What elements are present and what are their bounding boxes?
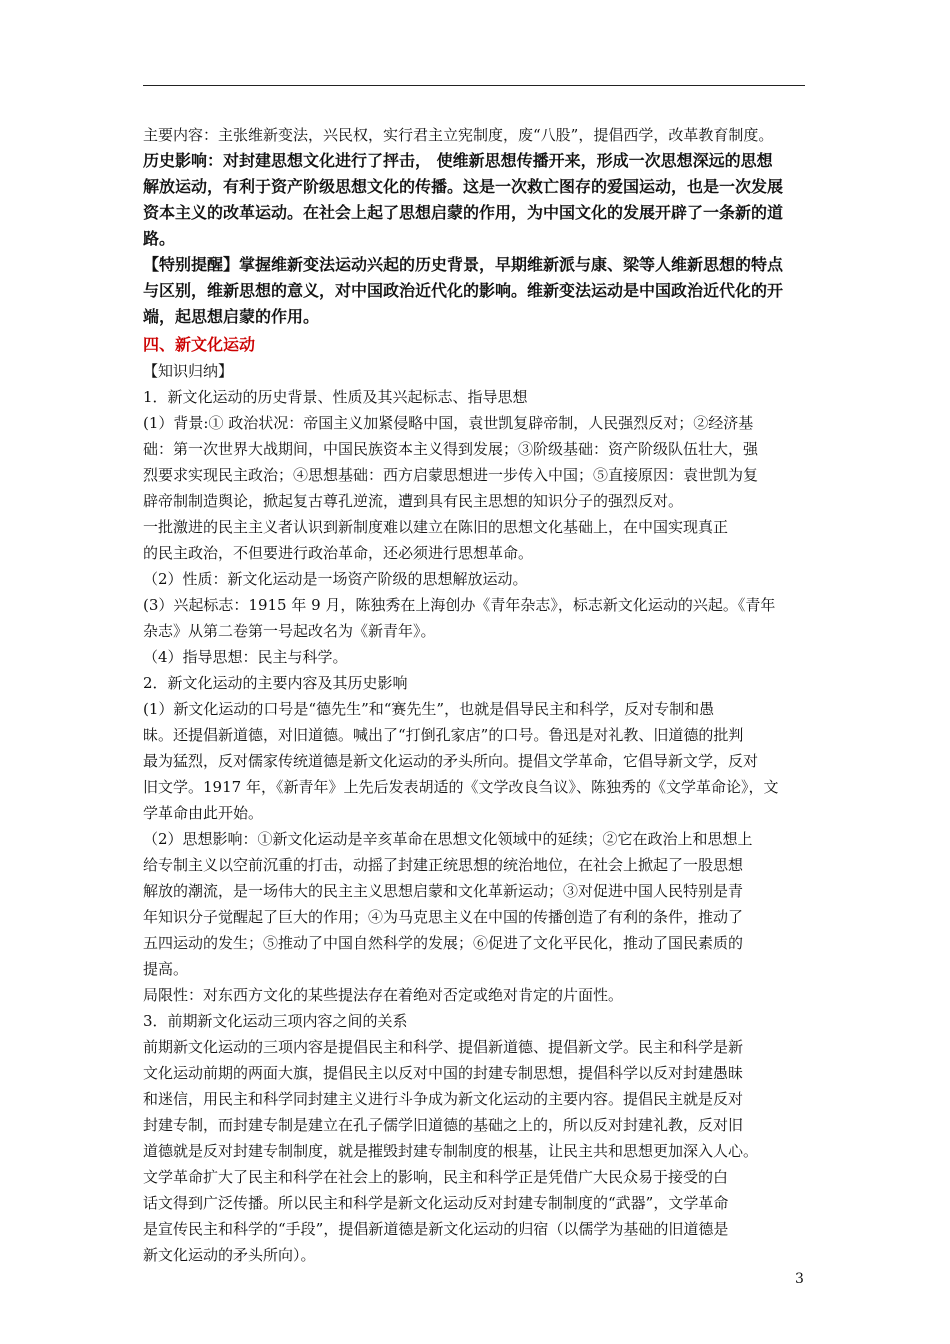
influence-line: 解放的潮流，是一场伟大的民主主义思想启蒙和文化革新运动；③对促进中国人民特别是青 [143,882,744,900]
reminder-line: 【特别提醒】掌握维新变法运动兴起的历史背景，早期维新派与康、梁等人维新思想的特点 [143,255,784,274]
relation-line: 文学革命扩大了民主和科学在社会上的影响，民主和科学正是凭借广大民众易于接受的白 [143,1168,729,1186]
knowledge-label: 【知识归纳】 [143,362,234,380]
reminder-line: 端，起思想启蒙的作用。 [143,307,320,326]
part1-section [143,384,815,670]
guiding-line: （4）指导思想：民主与科学。 [143,648,348,666]
background-line: (1）背景:① 政治状况：帝国主义加紧侵略中国，袁世凯复辟帝制，人民强烈反对；②经济基 [143,414,754,432]
radical-line: 的民主政治，不但要进行政治革命，还必须进行思想革命。 [143,544,534,562]
slogan-line: 旧文学。1917 年，《新青年》上先后发表胡适的《文学改良刍议》、陈独秀的《文学革命论》，文 [143,778,779,796]
influence-line: 给专制主义以空前沉重的打击，动摇了封建正统思想的统治地位，在社会上掀起了一股思想 [143,856,744,874]
impact-line: 历史影响：对封建思想文化进行了抨击， 使维新思想传播开来，形成一次思想深远的思想 [143,151,773,170]
influence-line: （2）思想影响：①新文化运动是辛亥革命在思想文化领域中的延续；②它在政治上和思想上 [143,830,753,848]
historical-impact-paragraph [143,148,815,252]
influence-line: 年知识分子觉醒起了巨大的作用；④为马克思主义在中国的传播创造了有利的条件，推动了 [143,908,744,926]
limitation-line: 局限性：对东西方文化的某些提法存在着绝对否定或绝对肯定的片面性。 [143,986,624,1004]
relation-line: 是宣传民主和科学的“手段”，提倡新道德是新文化运动的归宿（以儒学为基础的旧道德是 [143,1220,729,1238]
relation-line: 新文化运动的矛头所向）。 [143,1246,316,1264]
background-line: 础：第一次世界大战期间，中国民族资本主义得到发展；③阶级基础：资产阶级队伍壮大，强 [143,440,759,458]
radical-line: 一批激进的民主主义者认识到新制度难以建立在陈旧的思想文化基础上，在中国实现真正 [143,518,729,536]
relation-line: 话文得到广泛传播。所以民主和科学是新文化运动反对封建专制制度的“武器”，文学革命 [143,1194,729,1212]
background-line: 烈要求实现民主政治；④思想基础：西方启蒙思想进一步传入中国；⑤直接原因：袁世凯为复 [143,466,759,484]
impact-line: 资本主义的改革运动。在社会上起了思想启蒙的作用，为中国文化的发展开辟了一条新的道 [143,203,784,222]
relation-line: 前期新文化运动的三项内容是提倡民主和科学、提倡新道德、提倡新文学。民主和科学是新 [143,1038,744,1056]
part2-section [143,670,815,1008]
relation-line: 文化运动前期的两面大旗，提倡民主以反对中国的封建专制思想，提倡科学以反对封建愚昧 [143,1064,744,1082]
reminder-line: 与区别，维新思想的意义，对中国政治近代化的影响。维新变法运动是中国政治近代化的开 [143,281,784,300]
page-content [143,122,815,1268]
impact-line: 解放运动，有利于资产阶级思想文化的传播。这是一次救亡图存的爱国运动，也是一次发展 [143,177,784,196]
background-line: 辟帝制制造舆论，掀起复古尊孔逆流，遭到具有民主思想的知识分子的强烈反对。 [143,492,684,510]
special-reminder-paragraph [143,252,815,330]
influence-line: 提高。 [143,960,189,978]
relation-line: 道德就是反对封建专制制度，就是摧毁封建专制制度的根基，让民主共和思想更加深入人心。 [143,1142,759,1160]
impact-line: 路。 [143,229,176,248]
mark-line: (3）兴起标志：1915 年 9 月，陈独秀在上海创办《青年杂志》，标志新文化运动的兴起。《青年 [143,596,776,614]
knowledge-label-block [143,358,815,384]
nature-line: （2）性质：新文化运动是一场资产阶级的思想解放运动。 [143,570,528,588]
part3-title: 3．前期新文化运动三项内容之间的关系 [143,1012,408,1030]
part3-section [143,1008,815,1268]
slogan-line: 学革命由此开始。 [143,804,264,822]
relation-line: 和迷信，用民主和科学同封建主义进行斗争成为新文化运动的主要内容。提倡民主就是反对 [143,1090,744,1108]
main-content-paragraph [143,122,815,148]
part2-title: 2．新文化运动的主要内容及其历史影响 [143,674,408,692]
section-heading: 四、新文化运动 [143,335,256,354]
slogan-line: 昧。还提倡新道德，对旧道德。喊出了“打倒孔家店”的口号。鲁迅是对礼教、旧道德的批判 [143,726,744,744]
slogan-line: (1）新文化运动的口号是“德先生”和“赛先生”，也就是倡导民主和科学，反对专制和愚 [143,700,715,718]
page-number: 3 [795,1271,804,1287]
relation-line: 封建专制，而封建专制是建立在孔子儒学旧道德的基础之上的，所以反对封建礼教，反对旧 [143,1116,744,1134]
slogan-line: 最为猛烈，反对儒家传统道德是新文化运动的矛头所向。提倡文学革命，它倡导新文学，反对 [143,752,759,770]
mark-line: 杂志》从第二卷第一号起改名为《新青年》。 [143,622,436,640]
part1-title: 1．新文化运动的历史背景、性质及其兴起标志、指导思想 [143,388,528,406]
main-content-line: 主要内容：主张维新变法，兴民权，实行君主立宪制度，废“八股”，提倡西学，改革教育制度。 [143,126,774,144]
header-rule [143,85,805,86]
influence-line: 五四运动的发生；⑤推动了中国自然科学的发展；⑥促进了文化平民化，推动了国民素质的 [143,934,744,952]
